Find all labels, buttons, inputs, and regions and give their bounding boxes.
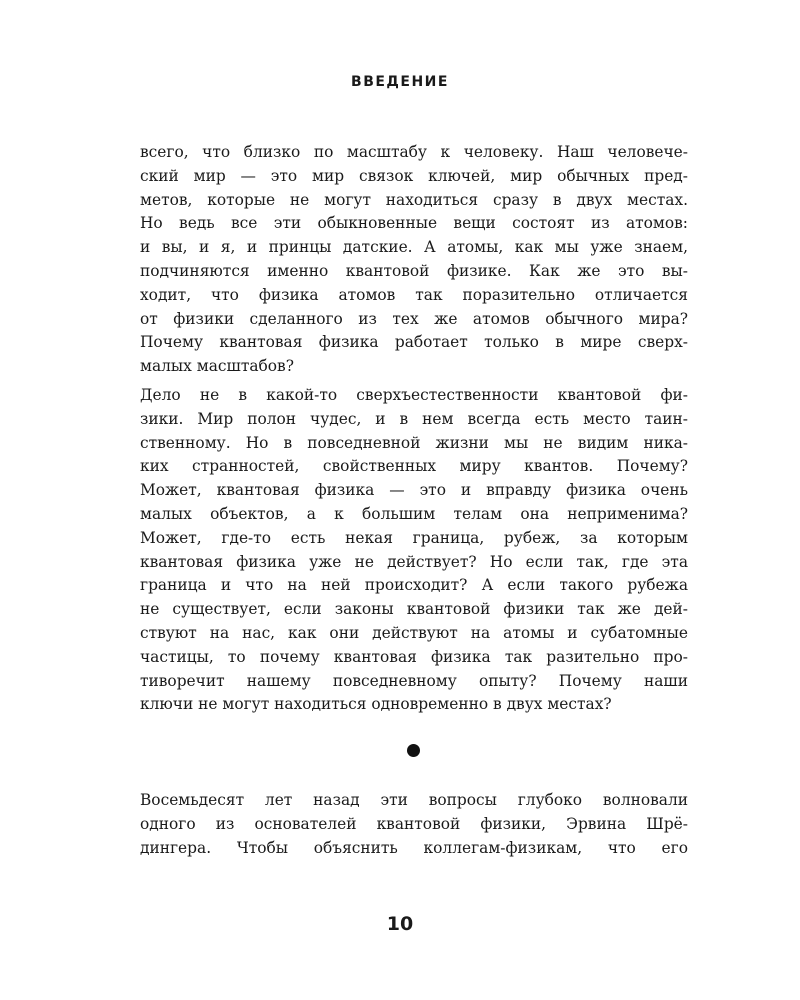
page-number: 10: [386, 913, 414, 935]
text-line: не существует, если законы квантовой физики так же дей-: [140, 600, 688, 619]
section-separator-dot: [407, 744, 420, 757]
text-line: Дело не в какой-то сверхъестественности квантовой фи-: [140, 386, 688, 404]
text-line: квантовая физика уже не действует? Но если так, где эта: [140, 552, 688, 571]
text-line: всего, что близко по масштабу к человеку. Наш человече-: [140, 143, 688, 161]
running-head-title: ВВЕДЕНИЕ: [351, 74, 449, 90]
text-line: ский мир — это мир связок ключей, мир обычных пред-: [140, 166, 688, 185]
text-line: Может, где-то есть некая граница, рубеж, за которым: [140, 528, 688, 547]
text-line: ствуют на нас, как они действуют на атомы и субатомные: [140, 623, 688, 642]
text-line: и вы, и я, и принцы датские. А атомы, как мы уже знаем,: [140, 238, 688, 257]
text-line: одного из основателей квантовой физики, Эрвина Шрё-: [140, 814, 688, 833]
text-line: ких странностей, свойственных миру квантов. Почему?: [140, 457, 688, 476]
text-line: от физики сделанного из тех же атомов обычного мира?: [140, 309, 688, 328]
paragraph-1: [140, 141, 688, 379]
text-line: частицы, то почему квантовая физика так разительно про-: [140, 647, 688, 666]
text-line: малых масштабов?: [140, 357, 294, 376]
text-line: дингера. Чтобы объяснить коллегам-физикам, что его: [140, 838, 688, 857]
text-line: ключи не могут находиться одновременно в двух местах?: [140, 695, 612, 714]
text-line: граница и что на ней происходит? А если такого рубежа: [140, 576, 688, 595]
text-line: Восемьдесят лет назад эти вопросы глубоко волновали: [140, 791, 688, 809]
text-line: Но ведь все эти обыкновенные вещи состоят из атомов:: [140, 214, 688, 233]
paragraph-2: [140, 384, 688, 717]
text-line: Почему квантовая физика работает только в мире сверх-: [140, 333, 688, 352]
text-line: ственному. Но в повседневной жизни мы не видим ника-: [140, 433, 688, 452]
text-line: ходит, что физика атомов так поразительно отличается: [140, 285, 688, 304]
text-line: малых объектов, а к большим телам она неприменима?: [140, 504, 688, 523]
text-line: подчиняются именно квантовой физике. Как же это вы-: [140, 261, 688, 280]
text-line: тиворечит нашему повседневному опыту? Почему наши: [140, 671, 688, 690]
text-line: метов, которые не могут находиться сразу в двух местах.: [140, 190, 688, 209]
text-line: Может, квантовая физика — это и вправду физика очень: [140, 481, 688, 500]
paragraph-3: [140, 789, 688, 860]
text-line: зики. Мир полон чудес, и в нем всегда есть место таин-: [140, 409, 688, 428]
